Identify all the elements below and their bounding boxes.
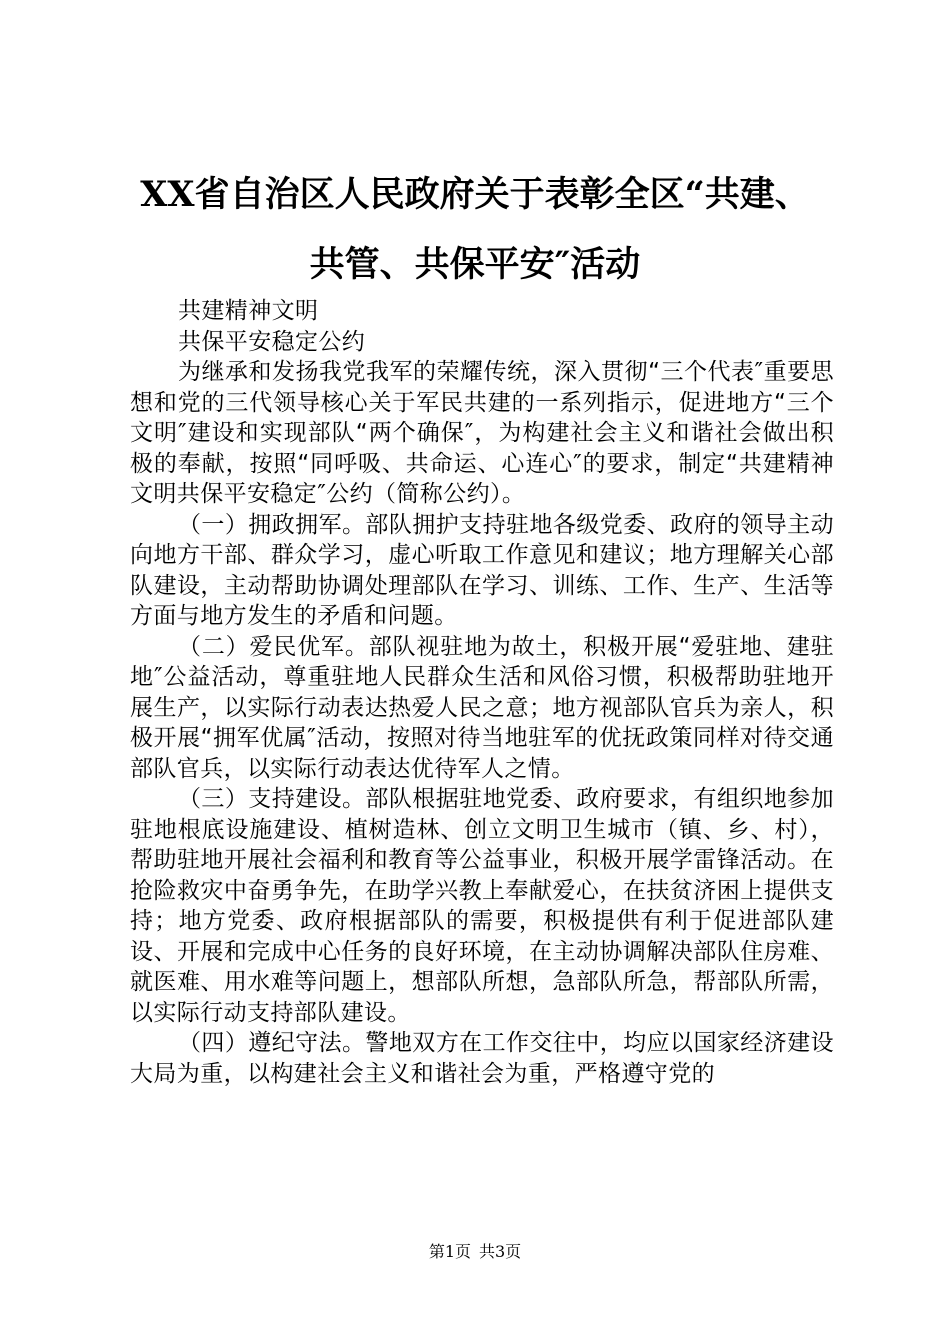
page-number: 第1页 xyxy=(428,1242,471,1261)
title-line-1: XX省自治区人民政府关于表彰全区“共建、 xyxy=(140,174,810,215)
title-line-2: 共管、共保平安″活动 xyxy=(309,244,641,285)
intro-paragraph: 为继承和发扬我党我军的荣耀传统，深入贯彻“三个代表″重要思想和党的三代领导核心关于军民共建的一系列指示，促进地方“三个文明″建设和实现部队“两个确保″，为构建社会主义和谐社会做出积极的奉献，按照“同呼吸、共命运、心连心″的要求，制定“共建精神文明共保平安稳定″公约（简称公约）。 xyxy=(130,359,834,507)
document-body xyxy=(130,296,834,1089)
document-title xyxy=(100,160,850,300)
page-footer xyxy=(0,1240,950,1264)
section-1-paragraph: （一）拥政拥军。部队拥护支持驻地各级党委、政府的领导主动向地方干部、群众学习，虚心听取工作意见和建议；地方理解关心部队建设，主动帮助协调处理部队在学习、训练、工作、生产、生活等方面与地方发生的矛盾和问题。 xyxy=(130,511,834,629)
section-3-paragraph: （三）支持建设。部队根据驻地党委、政府要求，有组织地参加驻地根底设施建设、植树造林、创立文明卫生城市（镇、乡、村），帮助驻地开展社会福利和教育等公益事业，积极开展学雷锋活动。在抢险救灾中奋勇争先，在助学兴教上奉献爱心，在扶贫济困上提供支持；地方党委、政府根据部队的需要，积极提供有利于促进部队建设、开展和完成中心任务的良好环境，在主动协调解决部队住房难、就医难、用水难等问题上，想部队所想，急部队所急，帮部队所需，以实际行动支持部队建设。 xyxy=(130,786,834,1026)
section-4-paragraph: （四）遵纪守法。警地双方在工作交往中，均应以国家经济建设大局为重，以构建社会主义和谐社会为重，严格遵守党的 xyxy=(130,1030,834,1087)
section-2-paragraph: （二）爱民优军。部队视驻地为故土，积极开展“爱驻地、建驻地″公益活动，尊重驻地人民群众生活和风俗习惯，积极帮助驻地开展生产，以实际行动表达热爱人民之意；地方视部队官兵为亲人，积极开展“拥军优属″活动，按照对待当地驻军的优抚政策同样对待交通部队官兵，以实际行动表达优待军人之情。 xyxy=(130,633,834,782)
page-total: 共3页 xyxy=(479,1242,522,1261)
subtitle-paragraph-2: 共保平安稳定公约 xyxy=(178,328,366,355)
subtitle-paragraph-1: 共建精神文明 xyxy=(178,298,319,324)
